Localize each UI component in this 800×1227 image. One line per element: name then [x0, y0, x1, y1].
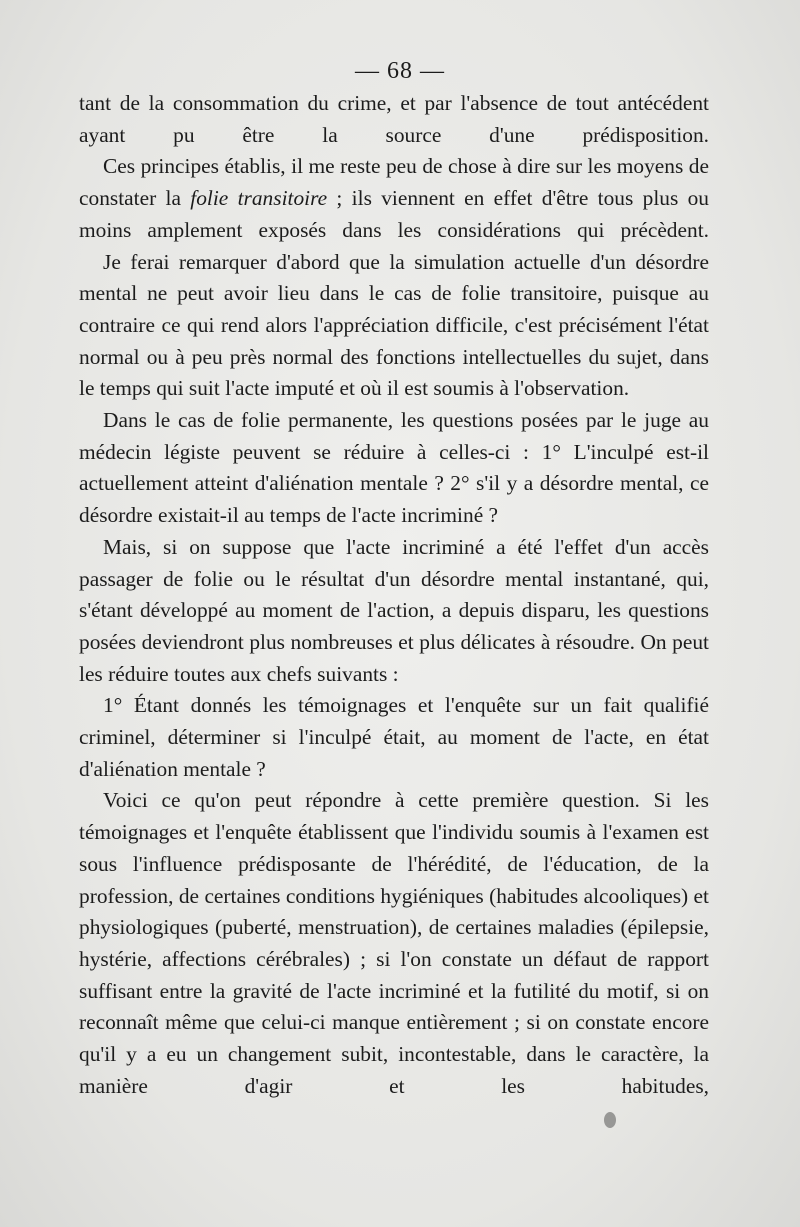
- paragraph-7: Voici ce qu'on peut répondre à cette première question. Si les témoignages et l'enquête établissent que l'individu soumis à l'examen est sous l'influence prédisposante de l'hérédité, de l'éducation, de la profession, de certaines conditions hygiéniques (habitudes alcooliques) et physiologiques (puberté, menstruation), de certaines maladies (épilepsie, hystérie, affections cérébrales) ; si l'on constate un défaut de rapport suffisant entre la gravité de l'acte incriminé et la futilité du motif, si on reconnaît même que celui-ci manque entièrement ; si on constate encore qu'il y a eu un changement subit, incontestable, dans le caractère, la manière d'agir et les habitudes,: [79, 788, 709, 1098]
- paragraph-2-before: Ces principes établis, il me reste peu de chose à dire sur les moyens de constater la: [79, 154, 709, 211]
- paragraph-6: 1° Étant donnés les témoignages et l'enquête sur un fait qualifié criminel, déterminer si l'inculpé était, au moment de l'acte, en état d'aliénation mentale ?: [79, 693, 709, 781]
- paragraph-2: [79, 151, 709, 246]
- ink-spot: [604, 1112, 616, 1128]
- paragraph-5: Mais, si on suppose que l'acte incriminé a été l'effet d'un accès passager de folie ou le résultat d'un désordre mental instantané, qui, s'étant développé au moment de l'action, a depuis disparu, les questions posées deviendront plus nombreuses et plus délicates à résoudre. On peut les réduire toutes aux chefs suivants :: [79, 534, 709, 686]
- paragraph-2-emphasis: folie transitoire: [190, 186, 328, 211]
- page-number: — 68 —: [355, 58, 445, 84]
- paragraph-1: tant de la consommation du crime, et par l'absence de tout antécédent ayant pu être la source d'une prédisposition.: [79, 91, 709, 147]
- body-text: [79, 88, 709, 1103]
- paragraph-4: Dans le cas de folie permanente, les questions posées par le juge au médecin légiste peuvent se réduire à celles-ci : 1° L'inculpé est-il actuellement atteint d'aliénation mentale ? 2° s'il y a désordre mental, ce désordre existait-il au temps de l'acte incriminé ?: [79, 408, 709, 528]
- paragraph-3: Je ferai remarquer d'abord que la simulation actuelle d'un désordre mental ne peut avoir lieu dans le cas de folie transitoire, puisque au contraire ce qui rend alors l'appréciation difficile, c'est précisément l'état normal ou à peu près normal des fonctions intellectuelles du sujet, dans le temps qui suit l'acte imputé et où il est soumis à l'observation.: [79, 249, 709, 401]
- paragraph-2-after: ; ils viennent en effet d'être tous plus ou moins amplement exposés dans les considérations qui précèdent.: [79, 186, 709, 242]
